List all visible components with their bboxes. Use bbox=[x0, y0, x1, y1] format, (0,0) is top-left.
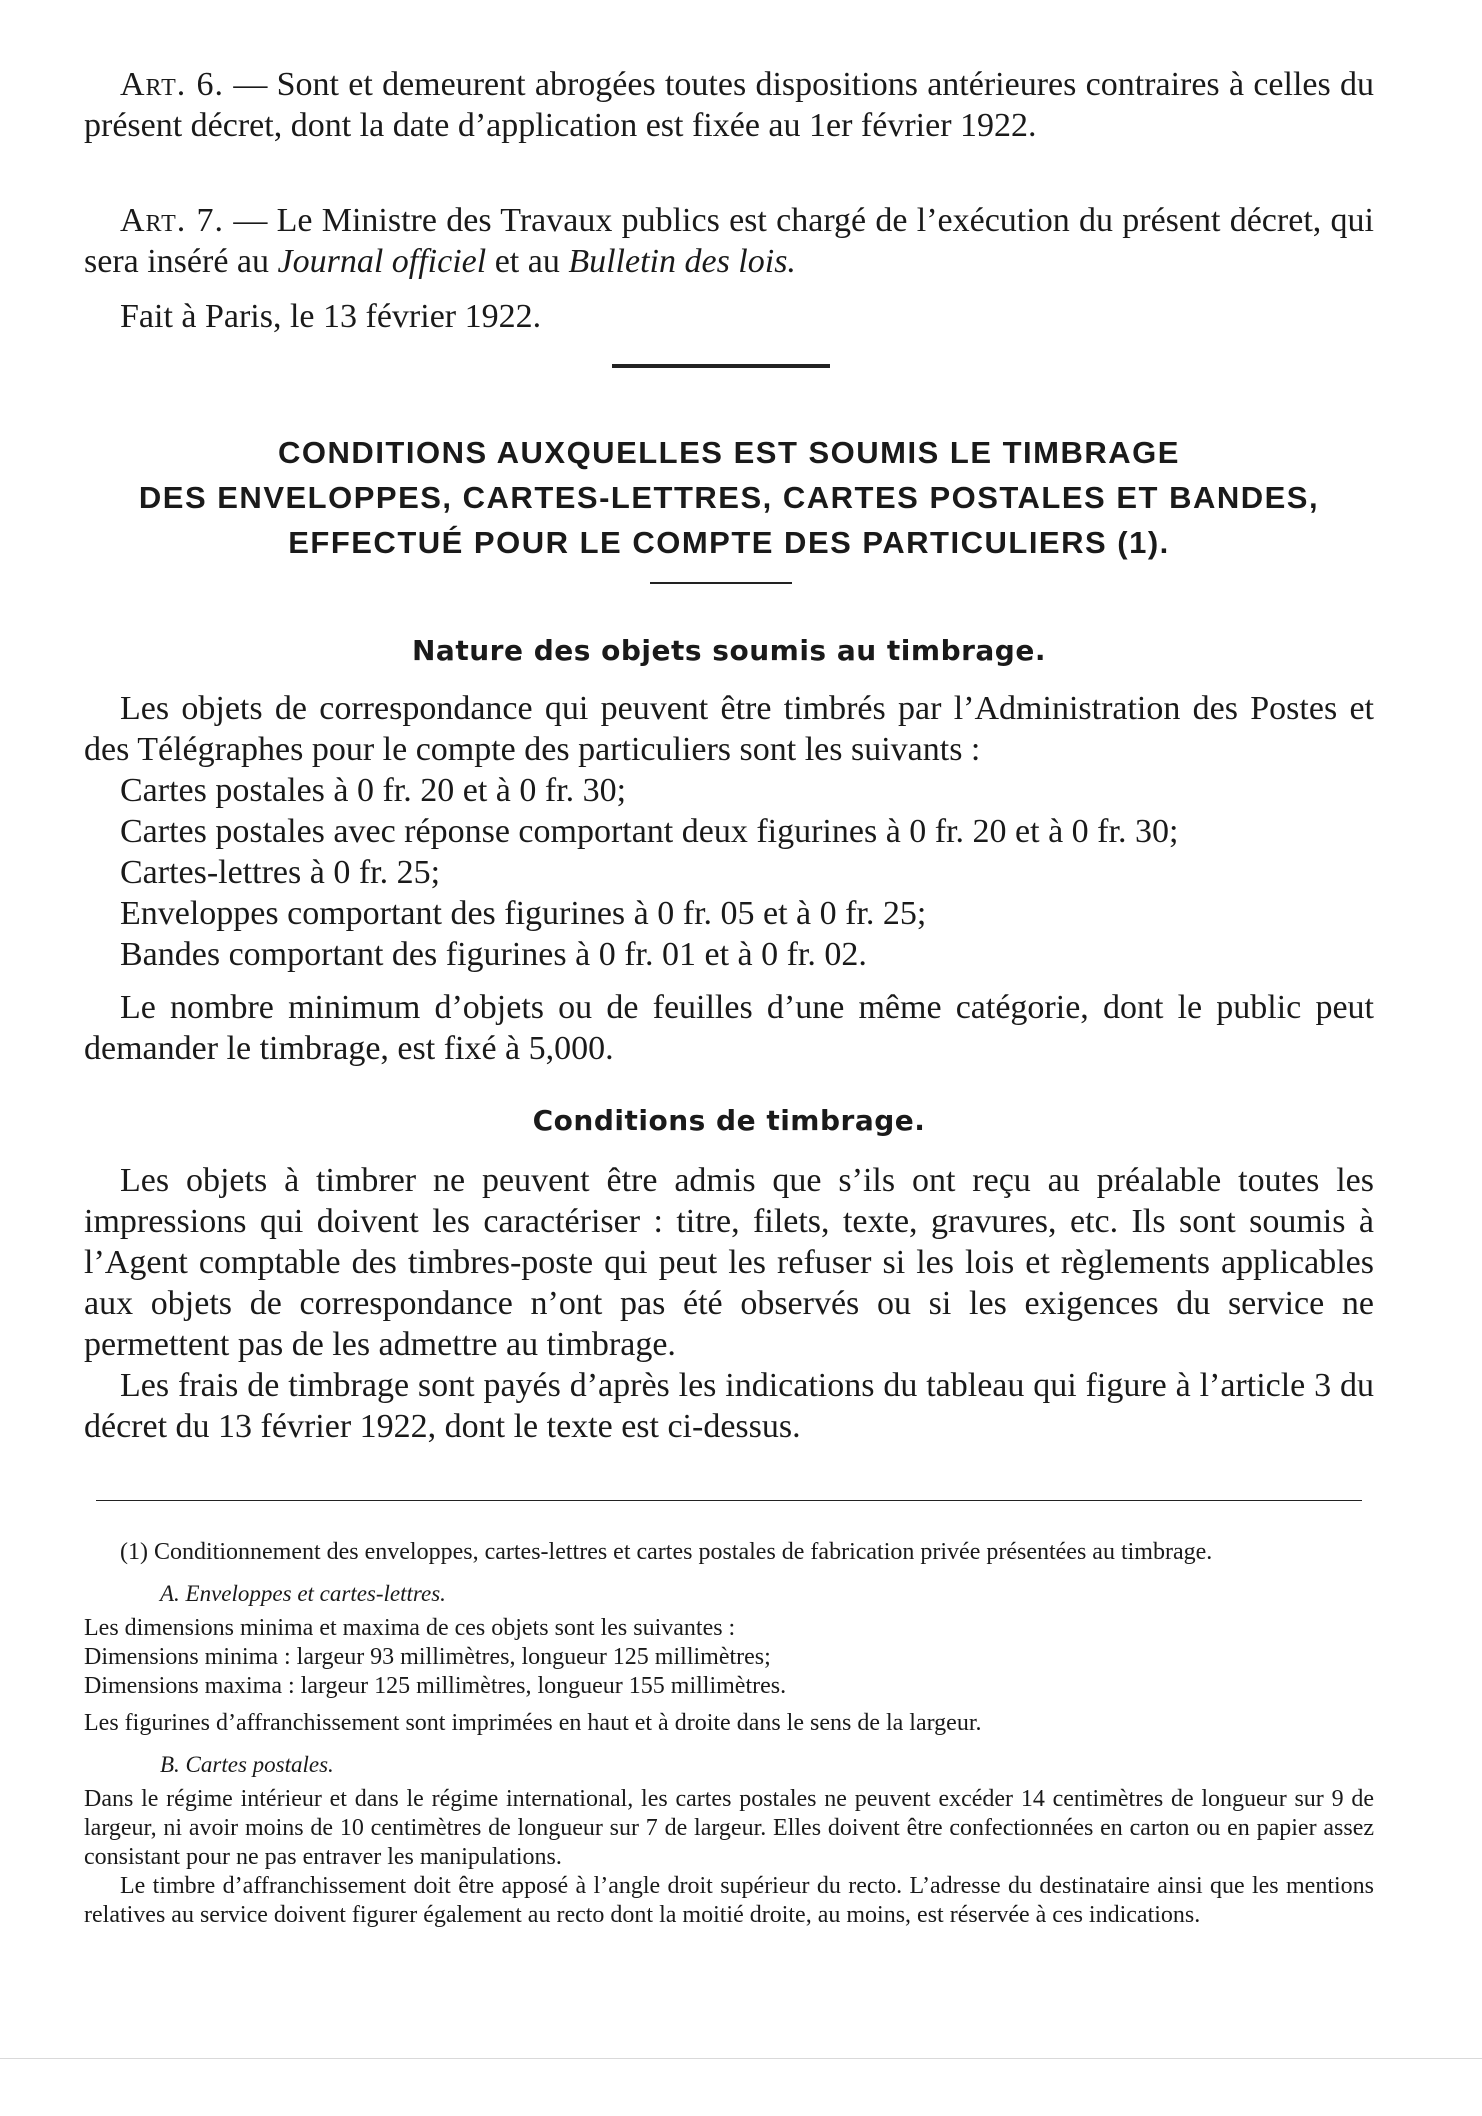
footnote-heading-b: B. Cartes postales. bbox=[160, 1752, 334, 1777]
list-item: Enveloppes comportant des figurines à 0 fr. 05 et à 0 fr. 25; bbox=[120, 895, 927, 932]
article-6 bbox=[84, 64, 1374, 146]
list-item: Bandes comportant des figurines à 0 fr. 01 et à 0 fr. 02. bbox=[120, 936, 867, 973]
footnote-a-figurines: Les figurines d’affranchissement sont imprimées en haut et à droite dans le sens de la largeur. bbox=[84, 1710, 982, 1736]
footnote-rule bbox=[96, 1500, 1362, 1501]
footnote-a-line: Les dimensions minima et maxima de ces objets sont les suivantes : bbox=[84, 1615, 736, 1641]
footnote-a-line: Dimensions maxima : largeur 125 millimètres, longueur 155 millimètres. bbox=[84, 1673, 787, 1699]
list-item: Cartes postales avec réponse comportant deux figurines à 0 fr. 20 et à 0 fr. 30; bbox=[120, 813, 1179, 850]
main-title-line-2: DES ENVELOPPES, CARTES-LETTRES, CARTES POSTALES ET BANDES, bbox=[138, 480, 1320, 515]
separator-rule bbox=[612, 364, 830, 368]
signature-line bbox=[84, 296, 1374, 337]
article-7 bbox=[84, 200, 1374, 282]
section-heading-nature: Nature des objets soumis au timbrage. bbox=[412, 634, 1046, 667]
article-6-label: Art. 6. bbox=[120, 66, 225, 103]
article-7-label: Art. 7. bbox=[120, 202, 225, 239]
section-conditions-body bbox=[84, 1160, 1374, 1447]
list-item: Cartes postales à 0 fr. 20 et à 0 fr. 30; bbox=[120, 772, 627, 809]
conditions-paragraph-1: Les objets à timbrer ne peuvent être admis que s’ils ont reçu au préalable toutes les impressions qui doivent les caractériser : titre, filets, texte, gravures, etc. Ils sont soumis à l’Agent comptable des timbres-poste qui peut les refuser si les lois et règlements applicables aux objets de correspondance n’ont pas été observés ou si les exigences du service ne permettent pas de les admettre au timbrage. bbox=[84, 1162, 1374, 1363]
fait-a-paris: Fait à Paris, le 13 février 1922. bbox=[120, 298, 542, 335]
minimum-quantity: Le nombre minimum d’objets ou de feuilles d’une même catégorie, dont le public peut demander le timbrage, est fixé à 5,000. bbox=[84, 989, 1374, 1067]
bulletin-des-lois-title: Bulletin des lois. bbox=[568, 243, 796, 280]
footnote bbox=[84, 1538, 1374, 1930]
main-title-line-3: EFFECTUÉ POUR LE COMPTE DES PARTICULIERS (1). bbox=[288, 525, 1170, 560]
title-rule bbox=[650, 582, 792, 584]
article-7-text-b: et au bbox=[486, 243, 569, 280]
list-item: Cartes-lettres à 0 fr. 25; bbox=[120, 854, 441, 891]
footnote-b-paragraph-2: Le timbre d’affranchissement doit être apposé à l’angle droit supérieur du recto. L’adresse du destinataire ainsi que les mentions relatives au service doivent figurer également au recto dont la moitié droite, au moins, est réservée à ces indications. bbox=[84, 1873, 1374, 1928]
section-nature-body bbox=[84, 688, 1374, 1069]
journal-officiel-title: Journal officiel bbox=[277, 243, 487, 280]
page-bottom-edge bbox=[0, 2058, 1482, 2059]
footnote-heading-a: A. Enveloppes et cartes-lettres. bbox=[160, 1581, 446, 1606]
main-title-line-1: CONDITIONS AUXQUELLES EST SOUMIS LE TIMBRAGE bbox=[278, 435, 1180, 470]
conditions-paragraph-2: Les frais de timbrage sont payés d’après les indications du tableau qui figure à l’article 3 du décret du 13 février 1922, dont le texte est ci-dessus. bbox=[84, 1367, 1374, 1445]
nature-intro: Les objets de correspondance qui peuvent être timbrés par l’Administration des Postes et des Télégraphes pour le compte des particuliers sont les suivants : bbox=[84, 690, 1374, 768]
footnote-a-line: Dimensions minima : largeur 93 millimètres, longueur 125 millimètres; bbox=[84, 1644, 771, 1670]
footnote-intro: (1) Conditionnement des enveloppes, cartes-lettres et cartes postales de fabrication privée présentées au timbrage. bbox=[120, 1539, 1213, 1565]
article-6-text: — Sont et demeurent abrogées toutes dispositions antérieures contraires à celles du présent décret, dont la date d’application est fixée au 1er février 1922. bbox=[84, 66, 1374, 144]
section-heading-conditions: Conditions de timbrage. bbox=[532, 1104, 926, 1137]
footnote-b-paragraph-1: Dans le régime intérieur et dans le régime international, les cartes postales ne peuvent excéder 14 centimètres de longueur sur 9 de largeur, ni avoir moins de 10 centimètres de longueur sur 7 de largeur. Elles doivent être confectionnées en carton ou en papier assez consistant pour ne pas entraver les manipulations. bbox=[84, 1786, 1374, 1870]
article-7-text-a: — Le Ministre des Travaux publics est chargé de l’exécution du présent décret, qui sera inséré au bbox=[84, 202, 1374, 280]
main-title bbox=[84, 430, 1374, 565]
